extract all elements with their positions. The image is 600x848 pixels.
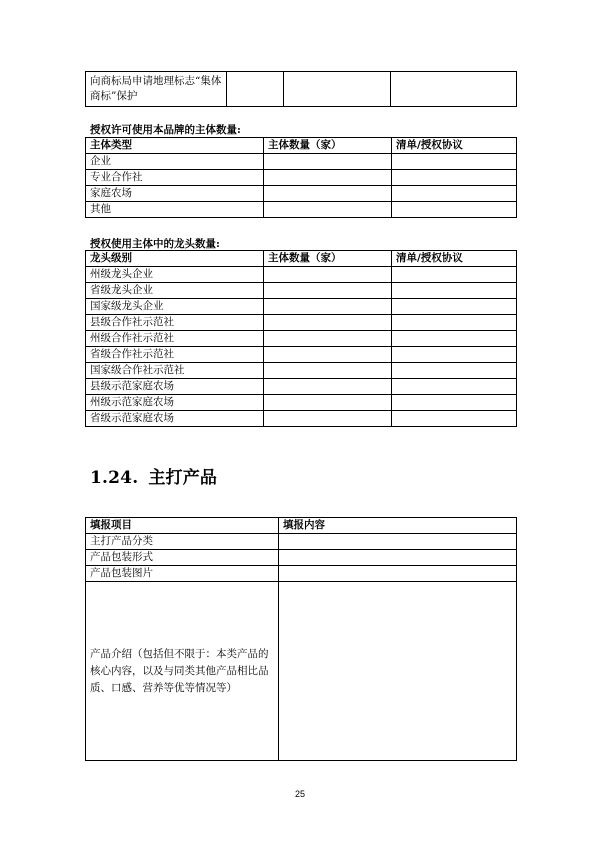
table-cell: [392, 154, 517, 170]
row-label: 州级示范家庭农场: [86, 395, 264, 411]
table-row: [86, 170, 517, 186]
table-row: [86, 72, 517, 107]
subject-count-caption: 授权许可使用本品牌的主体数量:: [90, 124, 241, 136]
row-label: 国家级合作社示范社: [86, 363, 264, 379]
table-cell: [391, 72, 517, 107]
table-row: [86, 379, 517, 395]
column-header: 清单/授权协议: [392, 251, 517, 267]
table-cell: [264, 283, 392, 299]
table-row: [86, 154, 517, 170]
table-cell: [264, 379, 392, 395]
section-number: 1.24.: [90, 468, 139, 488]
column-header: 主体类型: [86, 138, 264, 154]
row-label: 家庭农场: [86, 186, 264, 202]
row-label: 省级龙头企业: [86, 283, 264, 299]
table-cell: [392, 170, 517, 186]
table-row: [86, 363, 517, 379]
product-intro-label: 产品介绍（包括但不限于：本类产品的核心内容，以及与同类其他产品相比品质、口感、营养等优等情况等）: [86, 582, 279, 761]
table-cell: [392, 186, 517, 202]
table-cell: [264, 395, 392, 411]
table-row: [86, 534, 517, 550]
table-cell: [264, 315, 392, 331]
table-row: [86, 299, 517, 315]
table-cell: [392, 202, 517, 218]
table-cell: [392, 363, 517, 379]
row-label: 州级龙头企业: [86, 267, 264, 283]
table-row: [86, 331, 517, 347]
table-cell: [264, 363, 392, 379]
leader-count-table: [85, 250, 517, 427]
table-header-row: [86, 251, 517, 267]
table-cell: [264, 299, 392, 315]
row-label: 企业: [86, 154, 264, 170]
table-row: [86, 566, 517, 582]
table-row: [86, 582, 517, 761]
table-cell: [264, 267, 392, 283]
table-cell: [264, 331, 392, 347]
column-header: 填报项目: [86, 518, 279, 534]
table-cell: [264, 347, 392, 363]
subject-count-table: [85, 137, 517, 218]
table-cell: [392, 299, 517, 315]
row-label: 主打产品分类: [86, 534, 279, 550]
row-label: 县级合作社示范社: [86, 315, 264, 331]
row-label: 县级示范家庭农场: [86, 379, 264, 395]
table-cell: [392, 315, 517, 331]
table-cell: [264, 186, 392, 202]
table-row: [86, 267, 517, 283]
table-cell: [284, 72, 391, 107]
table-row: [86, 186, 517, 202]
page-number: 25: [294, 789, 305, 799]
table-cell: [227, 72, 284, 107]
column-header: 填报内容: [279, 518, 517, 534]
table-row: [86, 283, 517, 299]
table-cell: [392, 379, 517, 395]
trademark-protection-table: [85, 71, 517, 107]
table-cell: [264, 154, 392, 170]
row-label: 省级示范家庭农场: [86, 411, 264, 427]
table-cell: [392, 331, 517, 347]
column-header: 清单/授权协议: [392, 138, 517, 154]
table-cell: [392, 267, 517, 283]
section-heading: [90, 463, 217, 488]
row-label: 专业合作社: [86, 170, 264, 186]
table-header-row: [86, 138, 517, 154]
main-product-table: [85, 517, 517, 761]
table-row: [86, 315, 517, 331]
table-row: [86, 411, 517, 427]
table-cell: [279, 566, 517, 582]
table-row: [86, 550, 517, 566]
column-header: 龙头级别: [86, 251, 264, 267]
row-label: 其他: [86, 202, 264, 218]
section-title: 主打产品: [148, 468, 218, 488]
row-label: 州级合作社示范社: [86, 331, 264, 347]
table-row: [86, 202, 517, 218]
table-header-row: [86, 518, 517, 534]
table-cell: [279, 582, 517, 761]
row-label: 产品包装形式: [86, 550, 279, 566]
table-cell: [279, 550, 517, 566]
table-cell: [392, 347, 517, 363]
table-cell: [392, 411, 517, 427]
table-row: [86, 395, 517, 411]
table-cell: [279, 534, 517, 550]
row-label: 省级合作社示范社: [86, 347, 264, 363]
table-cell: [264, 411, 392, 427]
table-cell-label: 向商标局申请地理标志“集体商标”保护: [86, 72, 227, 107]
column-header: 主体数量（家）: [264, 251, 392, 267]
leader-count-caption: 授权使用主体中的龙头数量:: [90, 238, 220, 250]
table-cell: [392, 395, 517, 411]
row-label: 产品包装图片: [86, 566, 279, 582]
table-row: [86, 347, 517, 363]
table-cell: [392, 283, 517, 299]
row-label: 国家级龙头企业: [86, 299, 264, 315]
table-cell: [264, 202, 392, 218]
table-cell: [264, 170, 392, 186]
column-header: 主体数量（家）: [264, 138, 392, 154]
